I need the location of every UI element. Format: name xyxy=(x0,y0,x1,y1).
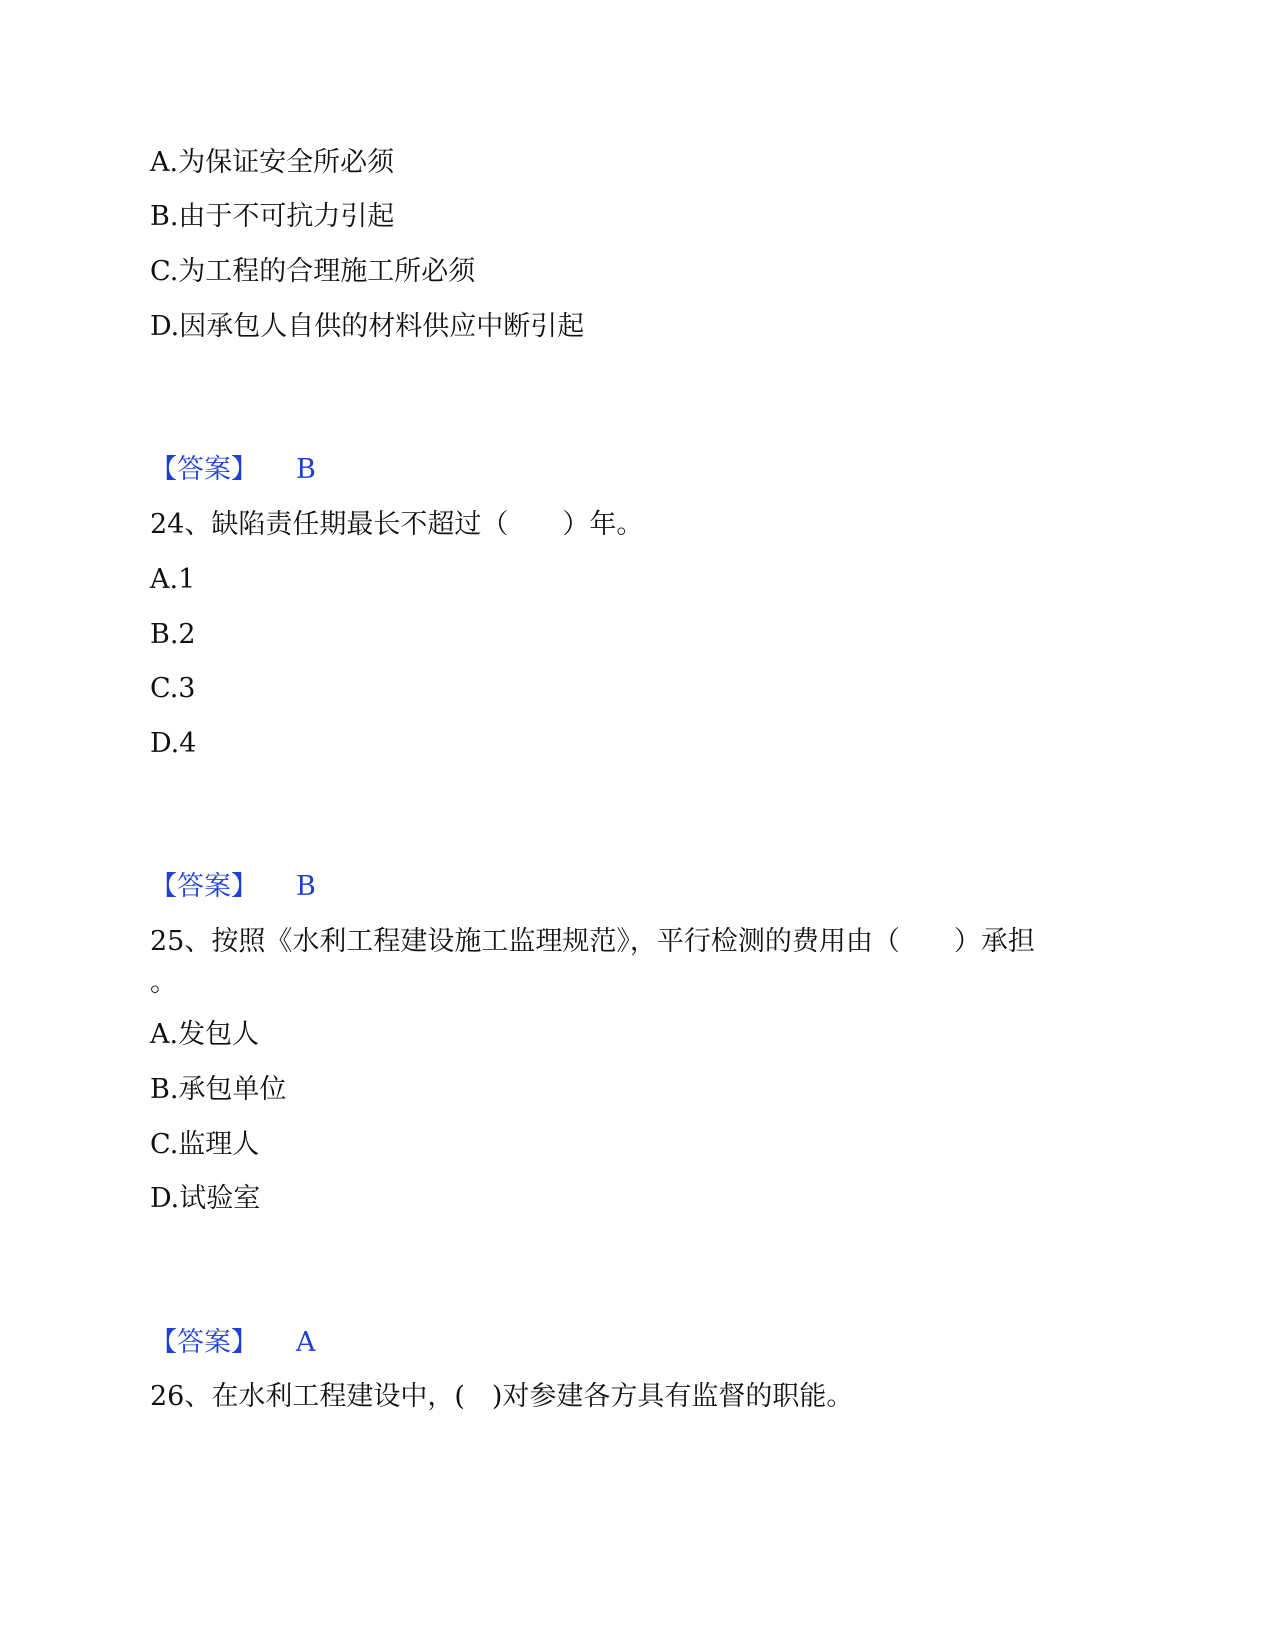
answer-value: B xyxy=(296,454,316,485)
q23-option-b: B.由于不可抗力引起 xyxy=(150,201,395,232)
q24-answer xyxy=(150,870,316,904)
q25-option-c: C.监理人 xyxy=(150,1129,260,1160)
q23-option-d: D.因承包人自供的材料供应中断引起 xyxy=(150,311,585,342)
q23-option-a: A.为保证安全所必须 xyxy=(150,147,395,178)
q25-option-d: D.试验室 xyxy=(150,1183,261,1214)
q25-option-a: A.发包人 xyxy=(150,1019,260,1050)
q26-stem: 26、在水利工程建设中，( )对参建各方具有监督的职能。 xyxy=(150,1381,854,1412)
q24-stem: 24、缺陷责任期最长不超过（ ）年。 xyxy=(150,509,644,540)
answer-label: 【答案】 xyxy=(150,454,258,485)
q23-answer xyxy=(150,453,316,487)
q23-option-c: C.为工程的合理施工所必须 xyxy=(150,256,476,287)
answer-value: A xyxy=(296,1327,316,1358)
q24-option-b: B.2 xyxy=(150,619,196,650)
q24-option-c: C.3 xyxy=(150,673,196,704)
answer-label: 【答案】 xyxy=(150,1327,258,1358)
q25-answer xyxy=(150,1326,316,1360)
q25-option-b: B.承包单位 xyxy=(150,1074,287,1105)
answer-label: 【答案】 xyxy=(150,871,258,902)
q24-option-a: A.1 xyxy=(150,564,196,595)
q25-stem-line1: 25、按照《水利工程建设施工监理规范》，平行检测的费用由（ ）承担 xyxy=(150,926,1035,957)
answer-value: B xyxy=(296,871,316,902)
q24-option-d: D.4 xyxy=(150,728,197,759)
q25-stem-line2: 。 xyxy=(150,967,177,998)
